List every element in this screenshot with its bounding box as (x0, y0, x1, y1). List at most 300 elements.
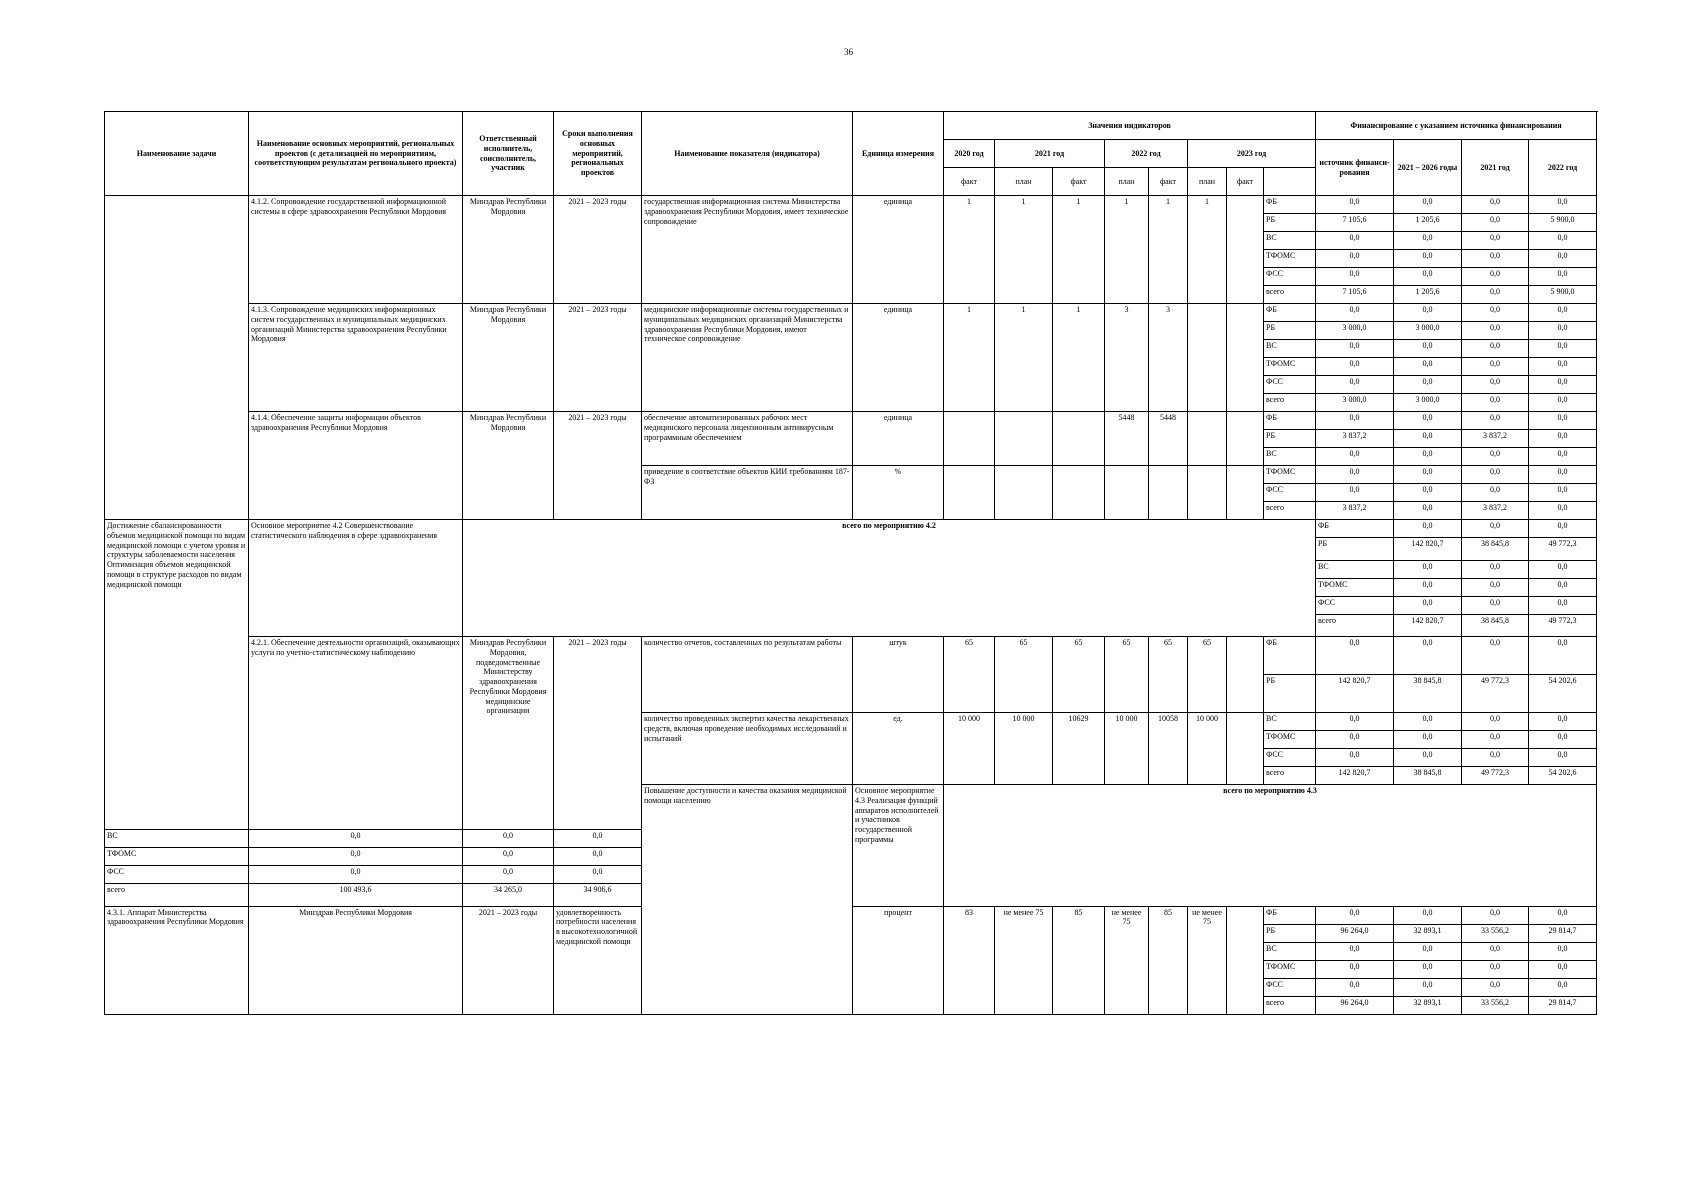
fin-value: 0,0 (463, 866, 554, 884)
fin-value: 0,0 (1462, 394, 1529, 412)
value-cell (995, 412, 1053, 466)
fin-value: 0,0 (1394, 560, 1462, 578)
fin-value: 3 000,0 (1394, 322, 1462, 340)
header-2023: 2023 год (1188, 140, 1316, 168)
fin-source: всего (1316, 614, 1394, 637)
value-cell: 10 000 (1188, 713, 1227, 785)
fin-value: 0,0 (1462, 560, 1529, 578)
fin-value: 38 845,8 (1462, 614, 1529, 637)
value-cell (1227, 304, 1264, 412)
fin-source: всего (1264, 394, 1316, 412)
fin-value: 29 814,7 (1529, 996, 1597, 1014)
fin-value: 0,0 (1529, 749, 1597, 767)
value-cell: 10 000 (944, 713, 995, 785)
fin-value: 0,0 (1462, 749, 1529, 767)
fin-value: 0,0 (1394, 376, 1462, 394)
fin-value: 0,0 (1316, 340, 1394, 358)
fin-value: 0,0 (1529, 250, 1597, 268)
unit-cell: штук (853, 637, 944, 713)
value-cell: 5448 (1149, 412, 1188, 466)
fin-source: ФСС (1264, 978, 1316, 996)
value-cell: 85 (1053, 906, 1105, 1014)
fin-value: 0,0 (1394, 749, 1462, 767)
header-2022: 2022 год (1105, 140, 1188, 168)
fin-value: 0,0 (1462, 268, 1529, 286)
fin-source: РБ (1264, 924, 1316, 942)
fin-value: 0,0 (1462, 713, 1529, 731)
fin-value: 0,0 (1462, 304, 1529, 322)
fin-value: 0,0 (1529, 713, 1597, 731)
unit-cell: единица (853, 304, 944, 412)
value-cell (1227, 196, 1264, 304)
value-cell: 1 (1105, 196, 1149, 304)
fin-value: 0,0 (1316, 942, 1394, 960)
unit-cell: процент (853, 906, 944, 1014)
fin-value: 0,0 (1462, 637, 1529, 675)
fin-value: 3 837,2 (1316, 430, 1394, 448)
fin-value: 0,0 (1394, 520, 1462, 538)
fin-source: ФБ (1264, 412, 1316, 430)
value-cell (1227, 713, 1264, 785)
task-cell-3: Повышение доступности и качества оказания медицинской помощи населению (642, 785, 853, 1015)
fin-value: 0,0 (1394, 713, 1462, 731)
measure-cell: 4.1.2. Сопровождение государственной информационной системы в сфере здравоохранения Республики Мордовия (249, 196, 463, 304)
value-cell: не менее 75 (1105, 906, 1149, 1014)
fin-source: ВС (1264, 713, 1316, 731)
fin-value: 96 264,0 (1316, 996, 1394, 1014)
header-2020-fact: факт (944, 168, 995, 196)
value-cell: 65 (944, 637, 995, 713)
fin-value: 3 837,2 (1462, 502, 1529, 520)
header-2022-fact: факт (1149, 168, 1188, 196)
fin-value: 0,0 (1462, 376, 1529, 394)
fin-value: 0,0 (1529, 268, 1597, 286)
fin-value: 0,0 (1394, 906, 1462, 924)
fin-value: 49 772,3 (1529, 538, 1597, 561)
fin-value: 0,0 (1462, 596, 1529, 614)
fin-value: 0,0 (1394, 232, 1462, 250)
fin-value: 0,0 (1529, 430, 1597, 448)
fin-value: 32 893,1 (1394, 996, 1462, 1014)
fin-value: 0,0 (1462, 448, 1529, 466)
fin-source: ФСС (1316, 596, 1394, 614)
value-cell: не менее 75 (995, 906, 1053, 1014)
fin-value: 0,0 (1394, 304, 1462, 322)
fin-value: 0,0 (1529, 942, 1597, 960)
value-cell: 1 (944, 196, 995, 304)
fin-value: 0,0 (1529, 232, 1597, 250)
fin-source: всего (1264, 502, 1316, 520)
measure-cell: 4.2.1. Обеспечение деятельности организаций, оказывающих услуги по учетно-статистическому наблюдению (249, 637, 463, 830)
value-cell (1188, 412, 1227, 466)
value-cell: 3 (1105, 304, 1149, 412)
measure-cell: Основное мероприятие 4.3 Реализация функций аппаратов исполнителей и участников государственной программы (853, 785, 944, 907)
fin-source: ФБ (1264, 304, 1316, 322)
fin-value: 0,0 (1394, 578, 1462, 596)
value-cell: 5448 (1105, 412, 1149, 466)
value-cell (1105, 466, 1149, 520)
fin-value: 1 205,6 (1394, 286, 1462, 304)
header-fin-2021: 2021 год (1462, 140, 1529, 196)
fin-source: РБ (1264, 430, 1316, 448)
fin-source: ТФОМС (1264, 466, 1316, 484)
fin-value: 0,0 (1316, 906, 1394, 924)
task-cell-1 (105, 196, 249, 520)
fin-value: 5 900,0 (1529, 214, 1597, 232)
fin-source: всего (1264, 996, 1316, 1014)
fin-value: 0,0 (1316, 749, 1394, 767)
fin-source: РБ (1264, 214, 1316, 232)
fin-value: 0,0 (1462, 286, 1529, 304)
fin-value: 0,0 (1316, 448, 1394, 466)
fin-value: 0,0 (463, 848, 554, 866)
header-2022-plan: план (1105, 168, 1149, 196)
fin-value: 0,0 (1462, 250, 1529, 268)
fin-value: 38 845,8 (1394, 675, 1462, 713)
fin-value: 0,0 (1529, 484, 1597, 502)
fin-value: 0,0 (1316, 731, 1394, 749)
fin-source: ТФОМС (1264, 358, 1316, 376)
fin-value: 100 493,6 (249, 884, 463, 907)
value-cell (1227, 906, 1264, 1014)
indicator-cell: удовлетворенность потребности населения в высокотехнологичной медицинской помощи (554, 906, 642, 1014)
indicator-cell: государственная информационная система Министерства здравоохранения Республики Мордовия, имеет техническое сопровождение (642, 196, 853, 304)
fin-value: 0,0 (554, 866, 642, 884)
header-2020: 2020 год (944, 140, 995, 168)
value-cell: 10 000 (1105, 713, 1149, 785)
fin-value: 7 105,6 (1316, 214, 1394, 232)
indicator-cell: обеспечение автоматизированных рабочих мест медицинского персонала лицензионным антивирусным программным обеспечением (642, 412, 853, 466)
task-cell-2: Достижение сбалансированности объемов медицинской помощи по видам медицинской помощи с учетом уровня и структуры заболеваемости населения Оптимизация объемов медицинской помощи в структуре расходов по видам медицинской помощи (105, 520, 249, 830)
fin-value: 0,0 (1394, 978, 1462, 996)
responsible-cell: Минздрав Республики Мордовия (249, 906, 463, 1014)
value-cell: 10629 (1053, 713, 1105, 785)
fin-source: ФСС (1264, 376, 1316, 394)
fin-value: 0,0 (1394, 466, 1462, 484)
fin-value: 0,0 (1529, 596, 1597, 614)
header-financing: Финансирование с указанием источника финансирования (1316, 112, 1597, 140)
fin-source: ФСС (1264, 484, 1316, 502)
indicator-cell: количество проведенных экспертиз качества лекарственных средств, включая проведение необходимых исследований и испытаний (642, 713, 853, 785)
fin-value: 0,0 (1394, 340, 1462, 358)
table-header (105, 112, 1597, 196)
fin-value: 29 814,7 (1529, 924, 1597, 942)
indicator-cell: медицинские информационные системы государственных и муниципальных медицинских организаций Министерства здравоохранения Республики Мордовия, имеют техническое сопровождение (642, 304, 853, 412)
fin-value: 0,0 (1316, 978, 1394, 996)
responsible-cell: Минздрав Республики Мордовия (463, 304, 554, 412)
value-cell (1149, 466, 1188, 520)
fin-value: 0,0 (1462, 731, 1529, 749)
fin-source: ВС (1264, 340, 1316, 358)
fin-value: 0,0 (1529, 340, 1597, 358)
fin-source: ТФОМС (1264, 250, 1316, 268)
header-terms: Сроки выполнения основных мероприятий, региональных проектов (554, 112, 642, 196)
fin-value: 49 772,3 (1462, 675, 1529, 713)
indicator-cell: приведение в соответствие объектов КИИ требованиям 187-ФЗ (642, 466, 853, 520)
value-cell: не менее 75 (1188, 906, 1227, 1014)
fin-value: 142 820,7 (1316, 675, 1394, 713)
header-2023-plan: план (1188, 168, 1227, 196)
fin-value: 0,0 (1529, 578, 1597, 596)
fin-value: 0,0 (1316, 484, 1394, 502)
fin-source: ТФОМС (1264, 731, 1316, 749)
fin-value: 38 845,8 (1394, 767, 1462, 785)
value-cell: 3 (1149, 304, 1188, 412)
value-cell (1227, 637, 1264, 713)
fin-value: 0,0 (554, 830, 642, 848)
fin-value: 0,0 (1462, 578, 1529, 596)
fin-value: 0,0 (1462, 412, 1529, 430)
value-cell (1053, 412, 1105, 466)
fin-value: 0,0 (1316, 268, 1394, 286)
value-cell: 83 (944, 906, 995, 1014)
value-cell (1227, 466, 1264, 520)
fin-value: 0,0 (1316, 960, 1394, 978)
fin-value: 0,0 (1316, 412, 1394, 430)
terms-cell: 2021 – 2023 годы (554, 637, 642, 830)
fin-value: 0,0 (1394, 942, 1462, 960)
fin-value: 0,0 (1316, 232, 1394, 250)
fin-value: 0,0 (1462, 960, 1529, 978)
value-cell: 65 (1149, 637, 1188, 713)
terms-cell: 2021 – 2023 годы (554, 304, 642, 412)
total-label: всего по мероприятию 4.3 (944, 785, 1597, 907)
page-number: 36 (844, 47, 853, 57)
fin-value: 0,0 (1316, 196, 1394, 214)
fin-value: 0,0 (1394, 412, 1462, 430)
header-task: Наименование задачи (105, 112, 249, 196)
fin-source: ФБ (1264, 637, 1316, 675)
fin-source: РБ (1316, 538, 1394, 561)
fin-value: 34 265,0 (463, 884, 554, 907)
header-2023-fact: факт (1227, 168, 1264, 196)
fin-value: 3 000,0 (1316, 394, 1394, 412)
fin-value: 0,0 (1462, 942, 1529, 960)
value-cell (1053, 466, 1105, 520)
fin-value: 0,0 (1394, 484, 1462, 502)
value-cell (944, 412, 995, 466)
fin-value: 3 000,0 (1394, 394, 1462, 412)
fin-source: ВС (1264, 232, 1316, 250)
fin-value: 0,0 (554, 848, 642, 866)
fin-value: 33 556,2 (1462, 996, 1529, 1014)
fin-value: 0,0 (1316, 358, 1394, 376)
fin-value: 54 202,6 (1529, 767, 1597, 785)
header-source: источник финанси-рования (1316, 140, 1394, 196)
fin-source: ФБ (1264, 906, 1316, 924)
fin-value: 0,0 (1529, 978, 1597, 996)
fin-value: 0,0 (1316, 637, 1394, 675)
fin-source: ФСС (105, 866, 249, 884)
fin-source: всего (1264, 767, 1316, 785)
fin-value: 0,0 (1316, 376, 1394, 394)
fin-source: ФБ (1264, 196, 1316, 214)
header-responsible: Ответственный исполнитель, соисполнитель, участник (463, 112, 554, 196)
terms-cell: 2021 – 2023 годы (554, 412, 642, 520)
value-cell (1227, 412, 1264, 466)
measure-cell: 4.1.3. Сопровождение медицинских информационных систем государственных и муниципальных медицинских организаций Министерства здравоохранения Республики Мордовия (249, 304, 463, 412)
fin-source: ТФОМС (1264, 960, 1316, 978)
fin-value: 49 772,3 (1529, 614, 1597, 637)
header-fin-period: 2021 – 2026 годы (1394, 140, 1462, 196)
fin-value: 0,0 (1394, 731, 1462, 749)
fin-value: 0,0 (463, 830, 554, 848)
fin-value: 0,0 (1529, 394, 1597, 412)
value-cell: 65 (1053, 637, 1105, 713)
fin-value: 0,0 (1394, 196, 1462, 214)
fin-value: 0,0 (1394, 268, 1462, 286)
fin-value: 0,0 (1394, 596, 1462, 614)
fin-source: ВС (1316, 560, 1394, 578)
value-cell (944, 466, 995, 520)
fin-value: 0,0 (1529, 637, 1597, 675)
fin-value: 0,0 (1462, 232, 1529, 250)
fin-value: 0,0 (1394, 358, 1462, 376)
value-cell (1188, 466, 1227, 520)
unit-cell: единица (853, 412, 944, 466)
value-cell: 1 (1053, 304, 1105, 412)
fin-value: 0,0 (1529, 196, 1597, 214)
fin-source: ВС (1264, 448, 1316, 466)
fin-value: 38 845,8 (1462, 538, 1529, 561)
indicator-cell: количество отчетов, составленных по результатам работы (642, 637, 853, 713)
fin-value: 0,0 (1529, 906, 1597, 924)
terms-cell: 2021 – 2023 годы (463, 906, 554, 1014)
fin-value: 0,0 (1462, 340, 1529, 358)
fin-source: ВС (1264, 942, 1316, 960)
fin-value: 0,0 (1529, 731, 1597, 749)
header-unit: Единица измерения (853, 112, 944, 196)
value-cell: 1 (995, 196, 1053, 304)
fin-value: 0,0 (1529, 304, 1597, 322)
value-cell: 1 (1149, 196, 1188, 304)
fin-value: 142 820,7 (1394, 614, 1462, 637)
fin-value: 0,0 (1529, 466, 1597, 484)
measure-cell: 4.3.1. Аппарат Министерства здравоохранения Республики Мордовия (105, 906, 249, 1014)
fin-value: 0,0 (249, 866, 463, 884)
value-cell: 10 000 (995, 713, 1053, 785)
fin-value: 54 202,6 (1529, 675, 1597, 713)
responsible-cell: Минздрав Республики Мордовия, подведомственные Министерству здравоохранения Республики Мордовия медицинские организации (463, 637, 554, 830)
fin-value: 142 820,7 (1394, 538, 1462, 561)
value-cell: 1 (1053, 196, 1105, 304)
value-cell: 1 (1188, 196, 1227, 304)
fin-source: всего (105, 884, 249, 907)
fin-value: 0,0 (1394, 502, 1462, 520)
value-cell: 65 (1105, 637, 1149, 713)
fin-value: 0,0 (249, 830, 463, 848)
total-label: всего по мероприятию 4.2 (463, 520, 1316, 637)
fin-value: 7 105,6 (1316, 286, 1394, 304)
fin-value: 0,0 (1529, 960, 1597, 978)
fin-value: 0,0 (1529, 322, 1597, 340)
value-cell: 65 (1188, 637, 1227, 713)
value-cell: 65 (995, 637, 1053, 713)
unit-cell: % (853, 466, 944, 520)
fin-value: 34 906,6 (554, 884, 642, 907)
fin-source: ТФОМС (105, 848, 249, 866)
fin-value: 0,0 (1316, 304, 1394, 322)
fin-value: 0,0 (1462, 196, 1529, 214)
header-indicator-values: Значения индикаторов (944, 112, 1316, 140)
measure-cell: Основное мероприятие 4.2 Совершенствование статистического наблюдения в сфере здравоохранения (249, 520, 463, 637)
fin-source: ФСС (1264, 268, 1316, 286)
fin-value: 32 893,1 (1394, 924, 1462, 942)
header-fin-2022: 2022 год (1529, 140, 1597, 196)
fin-value: 0,0 (1462, 520, 1529, 538)
value-cell: 85 (1149, 906, 1188, 1014)
fin-value: 96 264,0 (1316, 924, 1394, 942)
fin-value: 0,0 (1529, 358, 1597, 376)
fin-value: 0,0 (1462, 484, 1529, 502)
value-cell: 10058 (1149, 713, 1188, 785)
program-table (104, 111, 1597, 1015)
fin-value: 5 900,0 (1529, 286, 1597, 304)
value-cell: 1 (944, 304, 995, 412)
fin-value: 0,0 (1394, 430, 1462, 448)
header-2021: 2021 год (995, 140, 1105, 168)
fin-source: всего (1264, 286, 1316, 304)
header-2021-plan: план (995, 168, 1053, 196)
value-cell (1188, 304, 1227, 412)
fin-source: РБ (1264, 675, 1316, 713)
fin-value: 33 556,2 (1462, 924, 1529, 942)
fin-value: 0,0 (1316, 713, 1394, 731)
fin-source: ФБ (1316, 520, 1394, 538)
fin-value: 0,0 (1529, 412, 1597, 430)
fin-value: 0,0 (1529, 376, 1597, 394)
fin-value: 0,0 (1394, 960, 1462, 978)
fin-value: 3 000,0 (1316, 322, 1394, 340)
fin-value: 0,0 (1394, 637, 1462, 675)
header-measures: Наименование основных мероприятий, региональных проектов (с детализацией по мероприятиям, соответствующим результатам регионального проекта) (249, 112, 463, 196)
unit-cell: ед. (853, 713, 944, 785)
fin-value: 0,0 (1462, 466, 1529, 484)
fin-value: 0,0 (1316, 250, 1394, 268)
fin-value: 0,0 (249, 848, 463, 866)
fin-value: 0,0 (1529, 502, 1597, 520)
terms-cell: 2021 – 2023 годы (554, 196, 642, 304)
measure-cell: 4.1.4. Обеспечение защиты информации объектов здравоохранения Республики Мордовия (249, 412, 463, 520)
fin-value: 0,0 (1529, 560, 1597, 578)
fin-value: 0,0 (1394, 250, 1462, 268)
fin-source: ФСС (1264, 749, 1316, 767)
value-cell (995, 466, 1053, 520)
fin-source: ТФОМС (1316, 578, 1394, 596)
value-cell: 1 (995, 304, 1053, 412)
fin-source: ВС (105, 830, 249, 848)
header-2021-fact: факт (1053, 168, 1105, 196)
fin-value: 0,0 (1316, 466, 1394, 484)
fin-value: 3 837,2 (1316, 502, 1394, 520)
fin-value: 0,0 (1462, 358, 1529, 376)
header-2023-extra (1264, 168, 1316, 196)
fin-value: 142 820,7 (1316, 767, 1394, 785)
fin-value: 1 205,6 (1394, 214, 1462, 232)
fin-value: 0,0 (1529, 448, 1597, 466)
fin-value: 0,0 (1462, 214, 1529, 232)
fin-value: 0,0 (1529, 520, 1597, 538)
fin-value: 0,0 (1462, 906, 1529, 924)
fin-value: 3 837,2 (1462, 430, 1529, 448)
responsible-cell: Минздрав Республики Мордовия (463, 196, 554, 304)
responsible-cell: Минздрав Республики Мордовия (463, 412, 554, 520)
fin-value: 0,0 (1462, 978, 1529, 996)
header-indicator: Наименование показателя (индикатора) (642, 112, 853, 196)
fin-value: 49 772,3 (1462, 767, 1529, 785)
fin-value: 0,0 (1394, 448, 1462, 466)
fin-source: РБ (1264, 322, 1316, 340)
